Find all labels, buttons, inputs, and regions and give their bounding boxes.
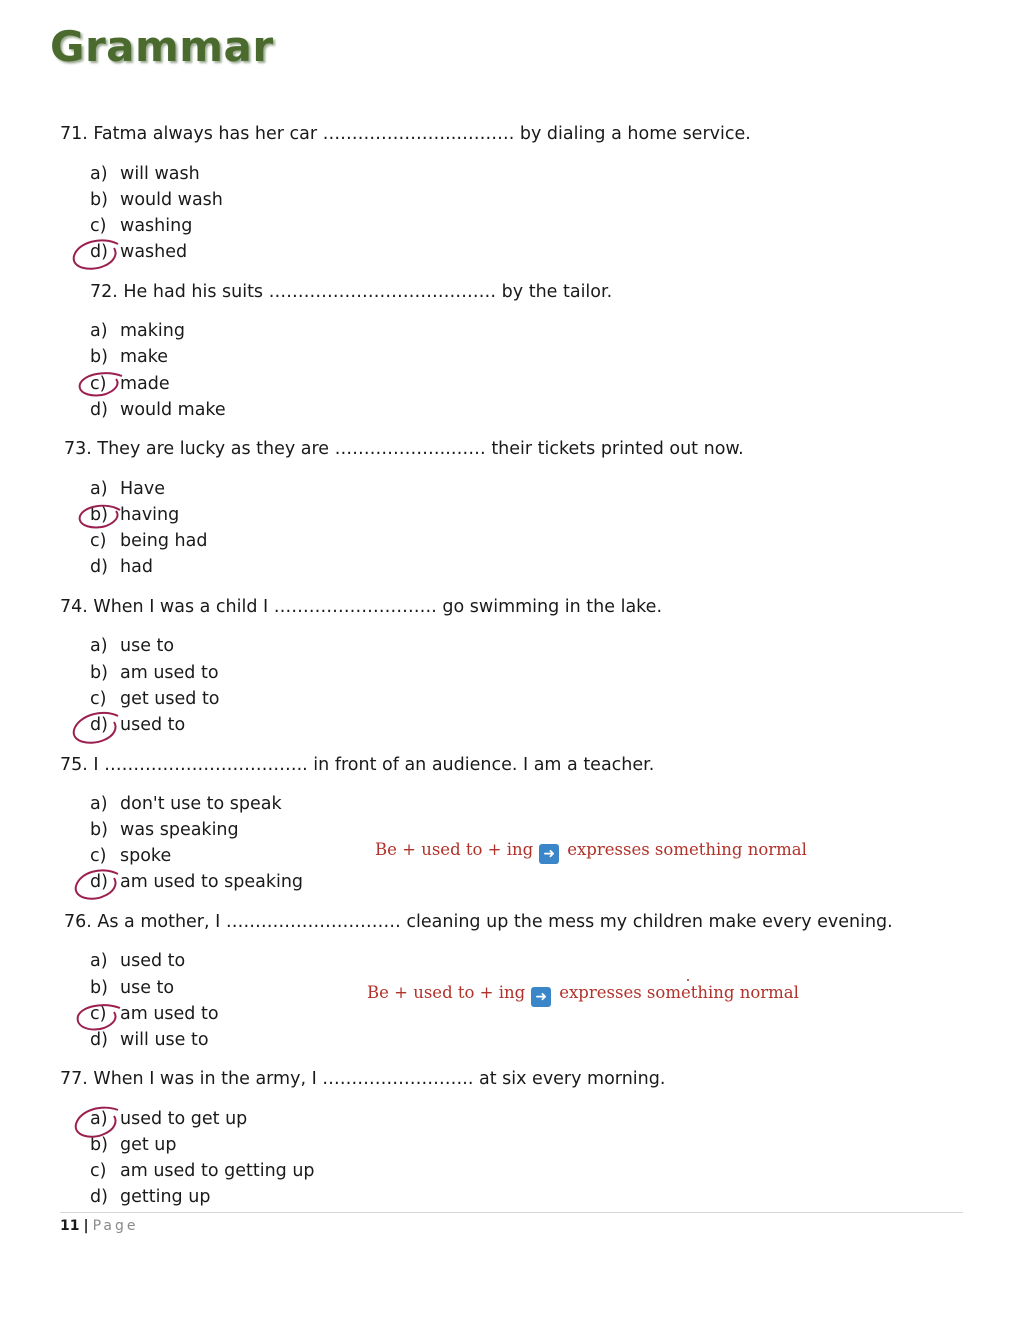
grammar-note-2: Be + used to + ing ➜ expresses something normal [367, 983, 799, 1005]
question-74: 74. When I was a child I ………………………. go swimming in the lake. [60, 597, 663, 617]
option-72-b: b) make [90, 347, 169, 367]
option-75-b: b) was speaking [90, 820, 239, 840]
option-75-c: c) spoke [90, 846, 172, 866]
option-76-a: a) used to [90, 951, 186, 971]
option-73-d: d) had [90, 557, 153, 577]
option-74-a: a) use to [90, 636, 175, 656]
option-72-d: d) would make [90, 400, 226, 420]
option-74-b: b) am used to [90, 663, 219, 683]
option-73-c: c) being had [90, 531, 208, 551]
option-75-a: a) don't use to speak [90, 794, 282, 814]
option-77-d: d) getting up [90, 1187, 211, 1207]
option-71-c: c) washing [90, 216, 193, 236]
question-76: 76. As a mother, I ………………………… cleaning up the mess my children make every evening. [64, 912, 893, 932]
option-74-d: d) used to [90, 715, 186, 735]
option-77-b: b) get up [90, 1135, 177, 1155]
grammar-note-1: Be + used to + ing ➜ expresses something normal [375, 840, 807, 862]
page-number: 11 [60, 1218, 80, 1234]
option-72-a: a) making [90, 321, 185, 341]
footer-separator: | [83, 1218, 89, 1234]
question-73: 73. They are lucky as they are ………………..…… their tickets printed out now. [64, 439, 744, 459]
option-76-d: d) will use to [90, 1030, 209, 1050]
option-73-b: b) having [90, 505, 180, 525]
option-71-a: a) will wash [90, 164, 200, 184]
question-75: 75. I …………………………….. in front of an audience. I am a teacher. [60, 755, 655, 775]
option-76-b: b) use to [90, 978, 175, 998]
option-76-c: c) am used to [90, 1004, 219, 1024]
option-71-d: d) washed [90, 242, 188, 262]
question-71: 71. Fatma always has her car …………………..………. by dialing a home service. [60, 124, 751, 144]
question-77: 77. When I was in the army, I …………………….. at six every morning. [60, 1069, 666, 1089]
page-footer [60, 1218, 139, 1234]
right-arrow-icon: ➜ [531, 987, 551, 1007]
page-label: Page [92, 1218, 139, 1234]
option-71-b: b) would wash [90, 190, 223, 210]
option-75-d: d) am used to speaking [90, 872, 304, 892]
option-77-c: c) am used to getting up [90, 1161, 315, 1181]
page-title: Grammar [50, 22, 274, 71]
option-73-a: a) Have [90, 479, 166, 499]
question-72: 72. He had his suits ………………………………… by the tailor. [90, 282, 613, 302]
option-74-c: c) get used to [90, 689, 220, 709]
right-arrow-icon: ➜ [539, 844, 559, 864]
option-77-a: a) used to get up [90, 1109, 248, 1129]
footer-divider [60, 1212, 963, 1213]
option-72-c: c) made [90, 374, 170, 394]
stray-mark [687, 979, 689, 981]
